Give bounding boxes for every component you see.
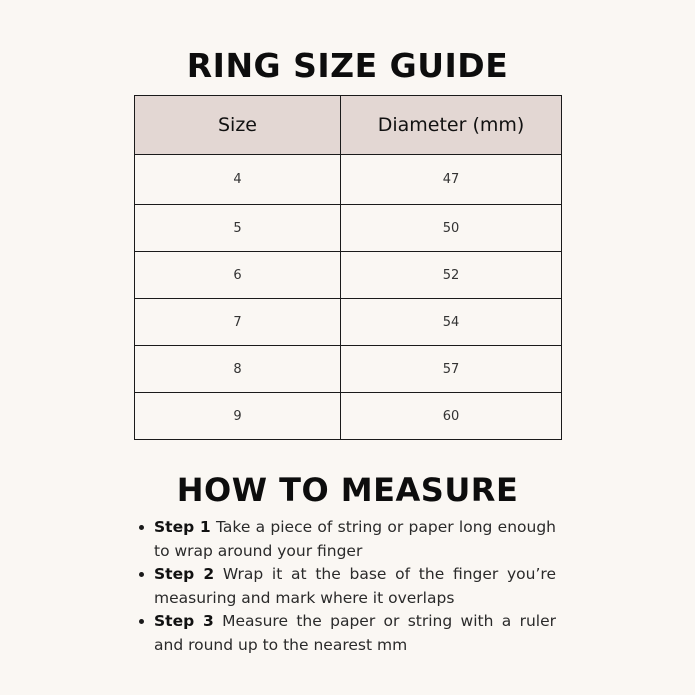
list-item — [136, 610, 556, 657]
step-label: Step 1 — [154, 518, 211, 536]
column-header-diameter: Diameter (mm) — [341, 96, 562, 155]
table-row — [135, 346, 562, 393]
diameter-cell: 60 — [341, 393, 562, 440]
size-cell: 5 — [135, 205, 341, 252]
diameter-cell: 47 — [341, 155, 562, 205]
column-header-size: Size — [135, 96, 341, 155]
table-row — [135, 252, 562, 299]
page-title: RING SIZE GUIDE — [186, 46, 509, 85]
diameter-cell: 52 — [341, 252, 562, 299]
table-row — [135, 299, 562, 346]
table-row — [135, 205, 562, 252]
size-cell: 4 — [135, 155, 341, 205]
step-text: Take a piece of string or paper long enough to wrap around your finger — [154, 518, 556, 560]
size-cell: 6 — [135, 252, 341, 299]
table-row — [135, 155, 562, 205]
size-cell: 9 — [135, 393, 341, 440]
step-text: Wrap it at the base of the finger you’re measuring and mark where it overlaps — [154, 565, 556, 607]
diameter-cell: 57 — [341, 346, 562, 393]
list-item — [136, 516, 556, 563]
step-label: Step 2 — [154, 565, 215, 583]
size-cell: 8 — [135, 346, 341, 393]
table-header-row — [135, 96, 562, 155]
size-cell: 7 — [135, 299, 341, 346]
section-title-how-to-measure: HOW TO MEASURE — [176, 471, 519, 509]
step-label: Step 3 — [154, 612, 214, 630]
measure-steps-list — [136, 516, 556, 657]
table-row — [135, 393, 562, 440]
ring-size-table — [134, 95, 562, 440]
step-text: Measure the paper or string with a ruler and round up to the nearest mm — [154, 612, 556, 654]
list-item — [136, 563, 556, 610]
diameter-cell: 54 — [341, 299, 562, 346]
diameter-cell: 50 — [341, 205, 562, 252]
